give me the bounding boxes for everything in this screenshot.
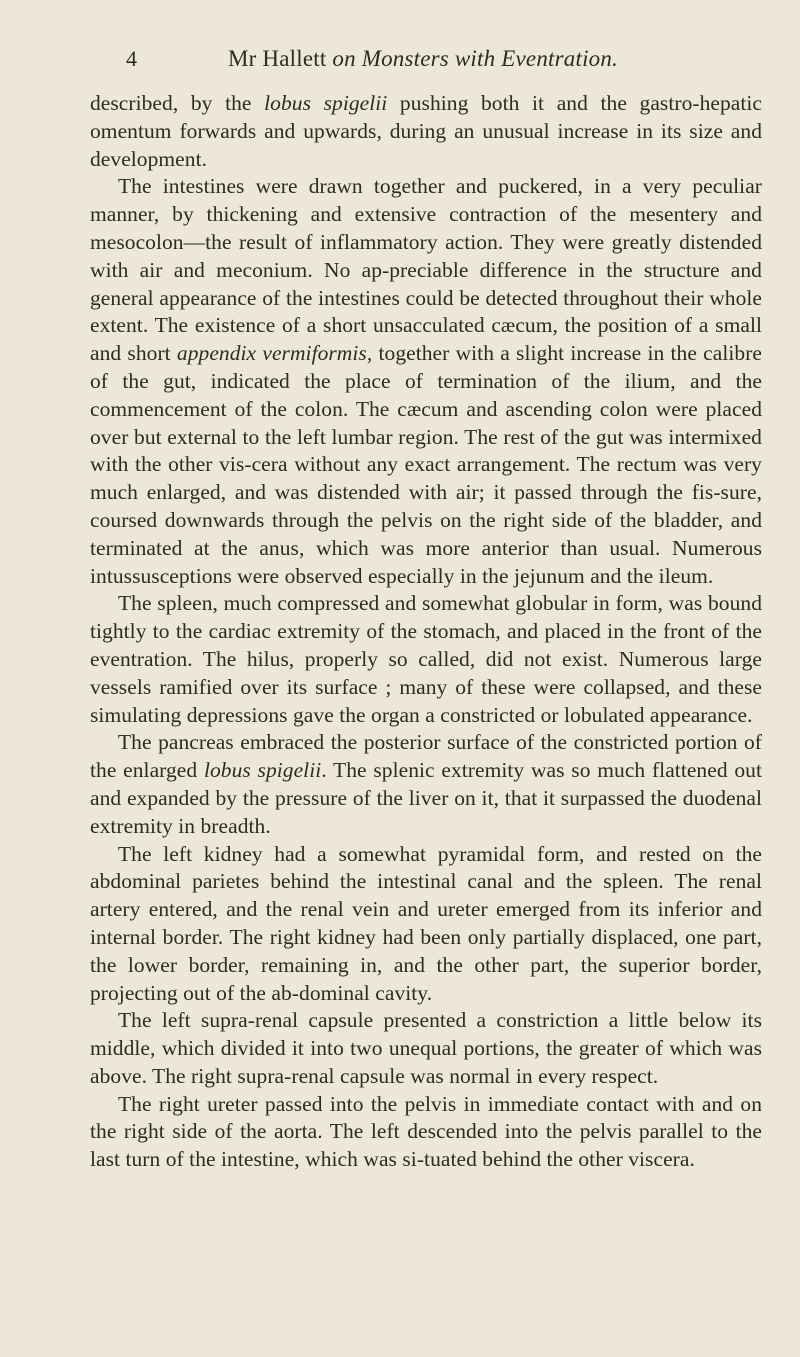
running-title [228,46,618,72]
text-run: The right ureter passed into the pelvis in immediate contact with and on the right side of the aorta. The left descended into the pelvis parallel to the last turn of the intestine, which was si-tuated behind the other viscera. [90,1091,762,1172]
page-number: 4 [126,46,138,71]
text-run: The intestines were drawn together and puckered, in a very peculiar manner, by thickening and extensive contraction of the mesentery and mesocolon—the result of inflammatory action. They were greatly distended with air and meconium. No ap-preciable difference in the structure and general appearance of the intestines could be detected throughout their whole extent. The existence of a short unsacculated cæcum, the position of a small and short [90,174,762,366]
text-run: The spleen, much compressed and somewhat globular in form, was bound tightly to the cardiac extremity of the stomach, and placed in the front of the eventration. The hilus, properly so called, did not exist. Numerous large vessels ramified over its surface ; many of these were collapsed, and these simulating depressions gave the organ a constricted or lobulated appearance. [90,591,762,727]
paragraph-kidneys [90,841,762,1008]
paragraph-liver-continuation [90,90,762,173]
text-run: described, by the [90,91,265,115]
paragraph-pancreas [90,729,762,840]
paragraph-supra-renal [90,1007,762,1090]
text-run: , together with a slight increase in the calibre of the gut, indicated the place of termination of the ilium, and the commencement of the colon. The cæcum and ascending colon were placed over but external to the left lumbar region. The rest of the gut was intermixed with the other vis-cera without any exact arrangement. The rectum was very much enlarged, and was distended with air; it passed through the fis-sure, coursed downwards through the pelvis on the right side of the bladder, and terminated at the anus, which was more anterior than usual. Numerous intussusceptions were observed especially in the jejunum and the ileum. [90,341,762,588]
text-run: pushing both it and the gastro-hepatic omentum forwards and upwards, during an unusual increase in its size and development. [90,91,763,171]
paragraph-ureters [90,1091,762,1174]
italic-term: lobus spigelii [203,758,322,783]
italic-term: appendix vermiformis [176,341,367,366]
running-title-author: Mr Hallett [227,46,333,71]
running-title-on: on [332,46,356,71]
running-title-subject: Monsters with [355,46,502,71]
italic-term: lobus spigelii [264,91,388,115]
paragraph-spleen [90,590,762,729]
text-run: The pancreas embraced the posterior surface of the constricted portion of the enlarged [90,730,762,783]
text-run: The left supra-renal capsule presented a constriction a little below its middle, which divided it into two unequal portions, the greater of which was above. The right supra-renal capsule was normal in every respect. [90,1008,762,1088]
body-text [40,90,766,1174]
text-run: . The splenic extremity was so much flattened out and expanded by the pressure of the liver on it, that it surpassed the duodenal extremity in breadth. [90,758,763,838]
running-title-eventration: Eventration. [501,46,619,71]
running-head [40,46,766,78]
paragraph-intestines [90,173,762,590]
text-run: The left kidney had a somewhat pyramidal form, and rested on the abdominal parietes behind the intestinal canal and the spleen. The renal artery entered, and the renal vein and ureter emerged from its inferior and internal border. The right kidney had been only partially displaced, one part, the lower border, remaining in, and the other part, the superior border, projecting out of the ab-dominal cavity. [90,841,762,1005]
